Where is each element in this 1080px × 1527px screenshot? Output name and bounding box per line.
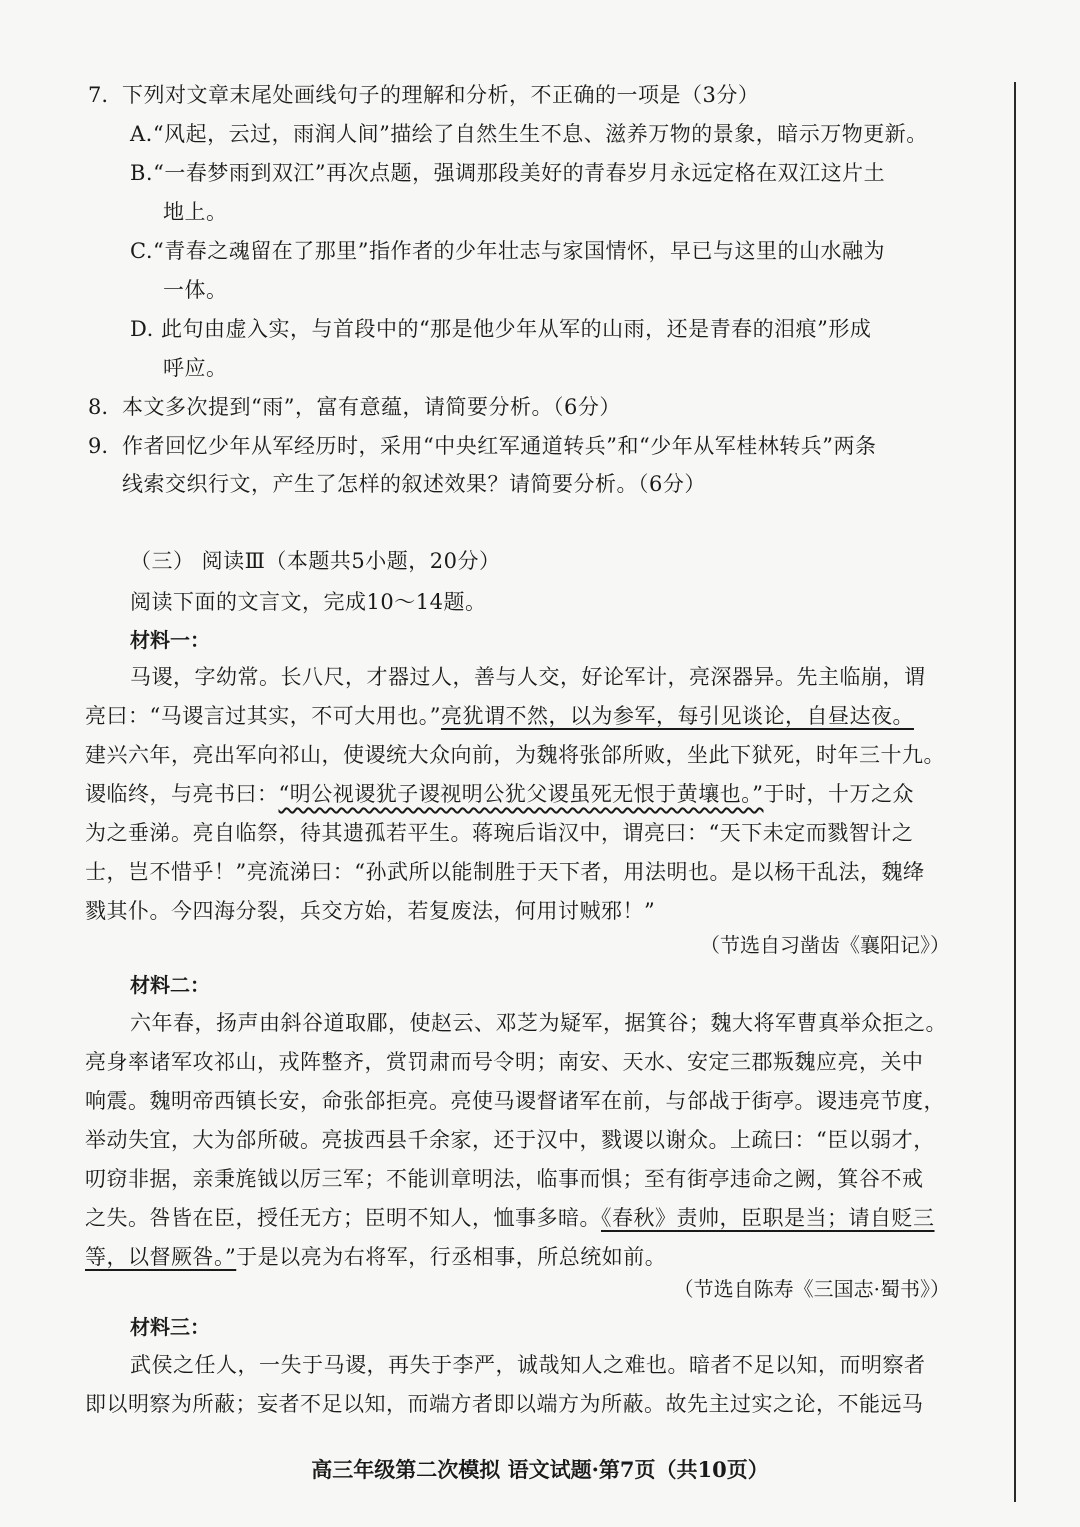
- material-1-line-5: 为之垂涕。亮自临祭，待其遗孤若平生。蒋琬后诣汉中，谓亮曰：“天下未定而戮智计之: [85, 821, 914, 845]
- section-3-instruction: 阅读下面的文言文，完成10～14题。: [130, 590, 487, 614]
- q7-option-c: C.“青春之魂留在了那里”指作者的少年壮志与家国情怀，早已与这里的山水融为: [130, 239, 885, 263]
- material-1-line-6: 士，岂不惜乎！”亮流涕曰：“孙武所以能制胜于天下者，用法明也。是以杨干乱法，魏绛: [85, 860, 925, 884]
- q8-number: 8.: [88, 395, 109, 419]
- q7-stem: 下列对文章末尾处画线句子的理解和分析，不正确的一项是（3分）: [122, 83, 760, 107]
- material-2-source: （节选自陈寿《三国志·蜀书》）: [673, 1277, 950, 1301]
- material-2-line-2: 亮身率诸军攻祁山，戎阵整齐，赏罚肃而号令明；南安、天水、安定三郡叛魏应亮，关中: [85, 1050, 924, 1074]
- material-2-line-4: 举动失宜，大为郃所破。亮拔西县千余家，还于汉中，戮谡以谢众。上疏曰：“臣以弱才，: [85, 1128, 935, 1152]
- material-1-line-2-plain: 亮曰：“马谡言过其实，不可大用也。”: [85, 704, 441, 728]
- q7-option-a: A.“风起，云过，雨润人间”描绘了自然生生不息、滋养万物的景象，暗示万物更新。: [130, 122, 928, 146]
- margin-rule: [1014, 82, 1016, 1502]
- material-1-line-2: [85, 701, 914, 731]
- q9-line-2: 线索交织行文，产生了怎样的叙述效果？请简要分析。（6分）: [122, 472, 706, 496]
- material-1-line-7: 戮其仆。今四海分裂，兵交方始，若复废法，何用讨贼邪！”: [85, 899, 656, 923]
- material-2-line-6-plain: 之失。咎皆在臣，授任无方；臣明不知人，恤事多暗。: [85, 1206, 601, 1230]
- material-2-line-7-plain: 于是以亮为右将军，行丞相事，所总统如前。: [236, 1245, 667, 1269]
- material-1-heading: 材料一：: [130, 628, 210, 652]
- underlined-sentence-1: 亮犹谓不然，以为参军，每引见谈论，自昼达夜。: [440, 704, 914, 728]
- q7-option-d-cont: 呼应。: [163, 356, 228, 380]
- material-1-line-4-plain: 谡临终，与亮书曰：: [85, 782, 279, 806]
- material-2-line-1: 六年春，扬声由斜谷道取郿，使赵云、邓芝为疑军，据箕谷；魏大将军曹真举众拒之。: [130, 1011, 947, 1035]
- material-1-line-4-tail: 于时，十万之众: [763, 782, 914, 806]
- material-1-line-1: 马谡，字幼常。长八尺，才器过人，善与人交，好论军计，亮深器异。先主临崩，谓: [130, 665, 926, 689]
- material-2-line-3: 响震。魏明帝西镇长安，命张郃拒亮。亮使马谡督诸军在前，与郃战于街亭。谡违亮节度，: [85, 1089, 945, 1113]
- material-3-line-2: 即以明察为所蔽；妄者不足以知，而端方者即以端方为所蔽。故先主过实之论，不能远马: [85, 1392, 924, 1416]
- material-1-source: （节选自习凿齿《襄阳记》）: [700, 933, 950, 957]
- underlined-sentence-2b: 等，以督厥咎。”: [85, 1245, 237, 1269]
- q7-option-d: D. 此句由虚入实，与首段中的“那是他少年从军的山雨，还是青春的泪痕”形成: [130, 317, 872, 341]
- q7-option-b-cont: 地上。: [163, 200, 228, 224]
- page-footer: 高三年级第二次模拟 语文试题·第7页（共10页）: [311, 1457, 769, 1482]
- material-3-line-1: 武侯之任人，一失于马谡，再失于李严，诚哉知人之难也。暗者不足以知，而明察者: [130, 1353, 926, 1377]
- material-1-line-3: 建兴六年，亮出军向祁山，使谡统大众向前，为魏将张郃所败，坐此下狱死，时年三十九。: [85, 743, 945, 767]
- q7-option-b: B.“一春梦雨到双江”再次点题，强调那段美好的青春岁月永远定格在双江这片土: [130, 161, 886, 185]
- material-2-line-6: [85, 1203, 935, 1233]
- q9-number: 9.: [88, 434, 109, 458]
- material-1-line-4: [85, 779, 914, 809]
- underlined-sentence-2a: 《春秋》责帅，臣职是当；请自贬三: [601, 1206, 935, 1230]
- material-2-line-7: [85, 1242, 666, 1272]
- q7-option-c-cont: 一体。: [163, 278, 228, 302]
- material-2-line-5: 叨窃非据，亲秉旄钺以厉三军；不能训章明法，临事而惧；至有街亭违命之阙，箕谷不戒: [85, 1167, 924, 1191]
- q9-line-1: 作者回忆少年从军经历时，采用“中央红军通道转兵”和“少年从军桂林转兵”两条: [122, 434, 877, 458]
- q8-text: 本文多次提到“雨”，富有意蕴，请简要分析。（6分）: [122, 395, 621, 419]
- q7-number: 7.: [88, 83, 109, 107]
- wavy-underlined-sentence: “明公视谡犹子谡视明公犹父谡虽死无恨于黄壤也。”: [278, 782, 764, 806]
- section-3-title: （三） 阅读Ⅲ（本题共5小题，20分）: [130, 549, 501, 573]
- material-2-heading: 材料二：: [130, 973, 210, 997]
- material-3-heading: 材料三：: [130, 1315, 210, 1339]
